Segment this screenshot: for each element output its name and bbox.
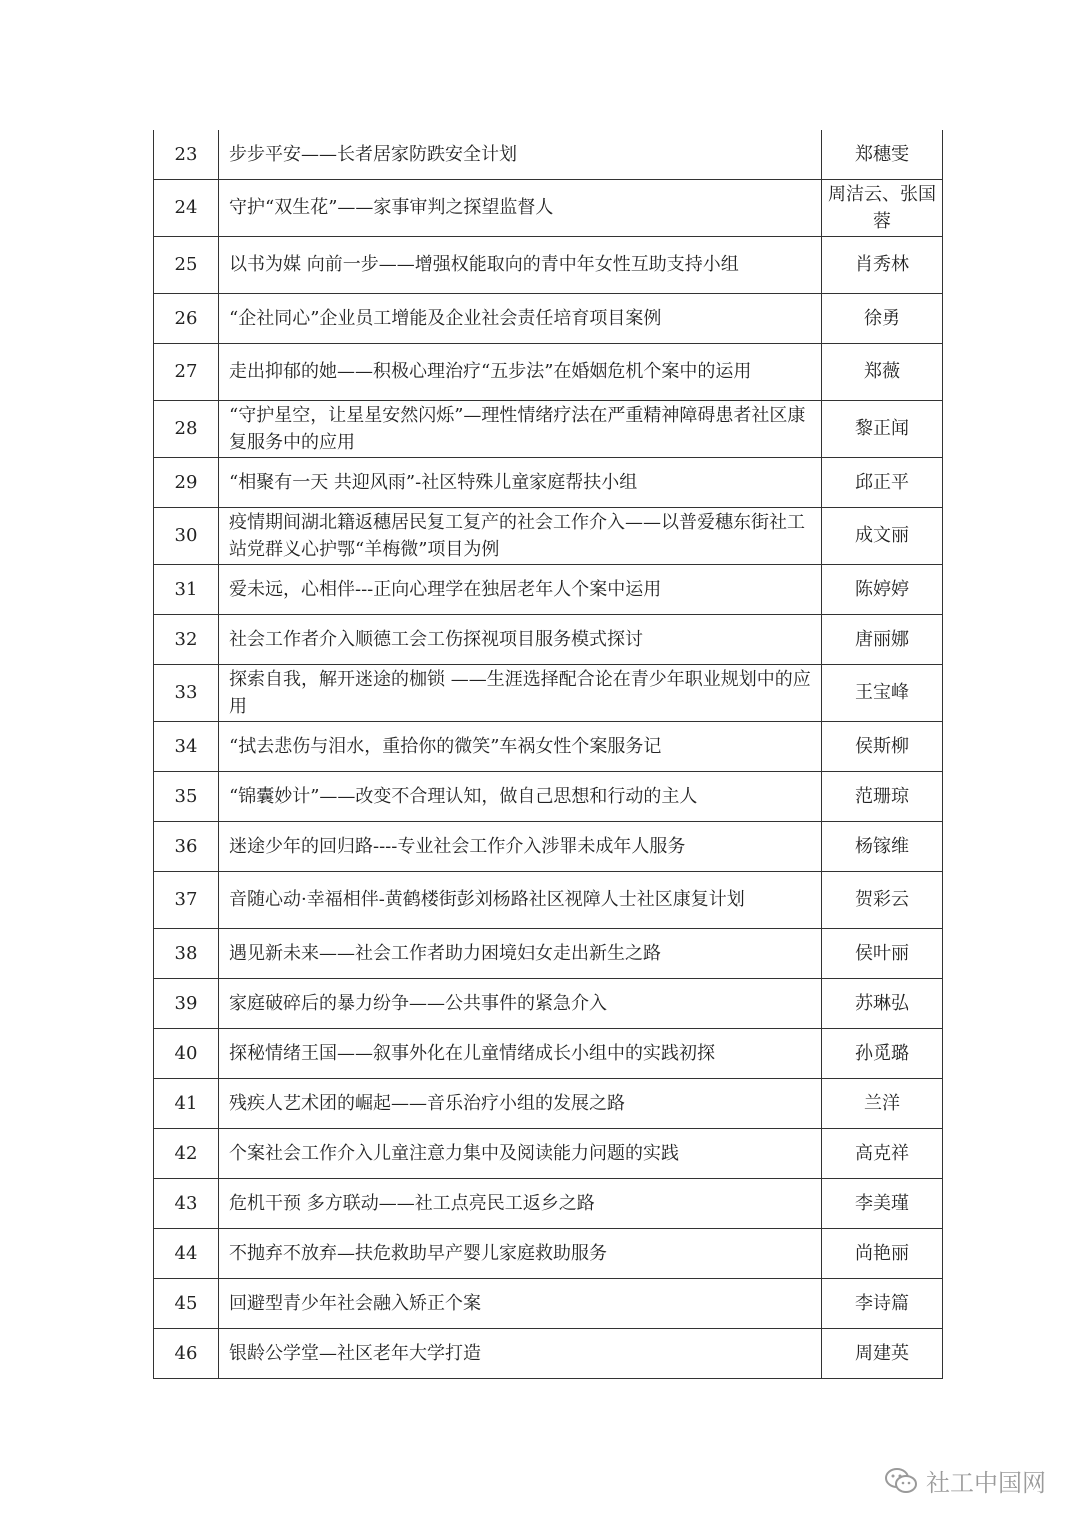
table-row <box>154 1078 943 1128</box>
case-title: “锦囊妙计”——改变不合理认知，做自己思想和行动的主人 <box>219 771 822 821</box>
case-title: 步步平安——长者居家防跌安全计划 <box>219 130 822 179</box>
row-number: 36 <box>154 821 219 871</box>
case-title: 残疾人艺术团的崛起——音乐治疗小组的发展之路 <box>219 1078 822 1128</box>
case-title: 不抛弃不放弃—扶危救助早产婴儿家庭救助服务 <box>219 1228 822 1278</box>
row-number: 38 <box>154 928 219 978</box>
case-title: 爱未远，心相伴---正向心理学在独居老年人个案中运用 <box>219 564 822 614</box>
case-author: 尚艳丽 <box>822 1228 943 1278</box>
row-number: 39 <box>154 978 219 1028</box>
case-title: “拭去悲伤与泪水，重拾你的微笑”车祸女性个案服务记 <box>219 721 822 771</box>
case-author: 郑薇 <box>822 343 943 400</box>
row-number: 35 <box>154 771 219 821</box>
table-row <box>154 1228 943 1278</box>
table-row <box>154 1178 943 1228</box>
case-table <box>153 130 943 1379</box>
case-author: 孙觅璐 <box>822 1028 943 1078</box>
row-number: 40 <box>154 1028 219 1078</box>
case-author: 陈婷婷 <box>822 564 943 614</box>
row-number: 26 <box>154 293 219 343</box>
row-number: 25 <box>154 236 219 293</box>
row-number: 27 <box>154 343 219 400</box>
table-row <box>154 130 943 179</box>
row-number: 32 <box>154 614 219 664</box>
case-author: 周建英 <box>822 1328 943 1378</box>
case-title: 走出抑郁的她——积极心理治疗“五步法”在婚姻危机个案中的运用 <box>219 343 822 400</box>
table-row <box>154 564 943 614</box>
case-title: 遇见新未来——社会工作者助力困境妇女走出新生之路 <box>219 928 822 978</box>
wechat-icon <box>884 1467 918 1495</box>
row-number: 24 <box>154 179 219 236</box>
table-row <box>154 664 943 721</box>
case-title: 探秘情绪王国——叙事外化在儿童情绪成长小组中的实践初探 <box>219 1028 822 1078</box>
case-author: 周洁云、张国蓉 <box>822 179 943 236</box>
case-title: 回避型青少年社会融入矫正个案 <box>219 1278 822 1328</box>
row-number: 46 <box>154 1328 219 1378</box>
case-author: 邱正平 <box>822 457 943 507</box>
case-author: 高克祥 <box>822 1128 943 1178</box>
table-row <box>154 871 943 928</box>
case-author: 侯叶丽 <box>822 928 943 978</box>
case-author: 肖秀林 <box>822 236 943 293</box>
table-row <box>154 721 943 771</box>
table-row <box>154 821 943 871</box>
table-row <box>154 400 943 457</box>
case-author: 范珊琼 <box>822 771 943 821</box>
row-number: 41 <box>154 1078 219 1128</box>
case-title: 以书为媒 向前一步——增强权能取向的青中年女性互助支持小组 <box>219 236 822 293</box>
table-row <box>154 978 943 1028</box>
row-number: 42 <box>154 1128 219 1178</box>
case-author: 王宝峰 <box>822 664 943 721</box>
case-title: 音随心动·幸福相伴-黄鹤楼街彭刘杨路社区视障人士社区康复计划 <box>219 871 822 928</box>
row-number: 44 <box>154 1228 219 1278</box>
row-number: 31 <box>154 564 219 614</box>
row-number: 30 <box>154 507 219 564</box>
case-author: 郑穗雯 <box>822 130 943 179</box>
row-number: 29 <box>154 457 219 507</box>
case-author: 唐丽娜 <box>822 614 943 664</box>
case-title: 守护“双生花”——家事审判之探望监督人 <box>219 179 822 236</box>
table-row <box>154 1328 943 1378</box>
case-title: “相聚有一天 共迎风雨”-社区特殊儿童家庭帮扶小组 <box>219 457 822 507</box>
case-title: 家庭破碎后的暴力纷争——公共事件的紧急介入 <box>219 978 822 1028</box>
row-number: 33 <box>154 664 219 721</box>
table-row <box>154 614 943 664</box>
case-title: 危机干预 多方联动——社工点亮民工返乡之路 <box>219 1178 822 1228</box>
case-author: 成文丽 <box>822 507 943 564</box>
case-author: 侯斯柳 <box>822 721 943 771</box>
case-title: 迷途少年的回归路----专业社会工作介入涉罪未成年人服务 <box>219 821 822 871</box>
row-number: 45 <box>154 1278 219 1328</box>
case-title: 银龄公学堂—社区老年大学打造 <box>219 1328 822 1378</box>
case-author: 黎正闻 <box>822 400 943 457</box>
case-title: 个案社会工作介入儿童注意力集中及阅读能力问题的实践 <box>219 1128 822 1178</box>
row-number: 34 <box>154 721 219 771</box>
case-author: 杨镓维 <box>822 821 943 871</box>
case-author: 苏琳弘 <box>822 978 943 1028</box>
case-author: 徐勇 <box>822 293 943 343</box>
table-row <box>154 457 943 507</box>
row-number: 23 <box>154 130 219 179</box>
table-row <box>154 1128 943 1178</box>
table-row <box>154 771 943 821</box>
table-row <box>154 343 943 400</box>
watermark <box>884 1463 1046 1498</box>
watermark-text: 社工中国网 <box>926 1469 1046 1497</box>
case-title: “守护星空，让星星安然闪烁”—理性情绪疗法在严重精神障碍患者社区康复服务中的应用 <box>219 400 822 457</box>
table-row <box>154 236 943 293</box>
row-number: 28 <box>154 400 219 457</box>
table-row <box>154 293 943 343</box>
case-title: 探索自我，解开迷途的枷锁 ——生涯选择配合论在青少年职业规划中的应用 <box>219 664 822 721</box>
case-author: 兰洋 <box>822 1078 943 1128</box>
row-number: 43 <box>154 1178 219 1228</box>
table-row <box>154 179 943 236</box>
case-title: 社会工作者介入顺德工会工伤探视项目服务模式探讨 <box>219 614 822 664</box>
case-title: 疫情期间湖北籍返穗居民复工复产的社会工作介入——以普爱穗东街社工站党群义心护鄂“羊梅微”项目为例 <box>219 507 822 564</box>
table-row <box>154 1278 943 1328</box>
table-row <box>154 507 943 564</box>
table-row <box>154 928 943 978</box>
table-row <box>154 1028 943 1078</box>
row-number: 37 <box>154 871 219 928</box>
case-author: 贺彩云 <box>822 871 943 928</box>
case-title: “企社同心”企业员工增能及企业社会责任培育项目案例 <box>219 293 822 343</box>
case-author: 李美瑾 <box>822 1178 943 1228</box>
case-author: 李诗篇 <box>822 1278 943 1328</box>
